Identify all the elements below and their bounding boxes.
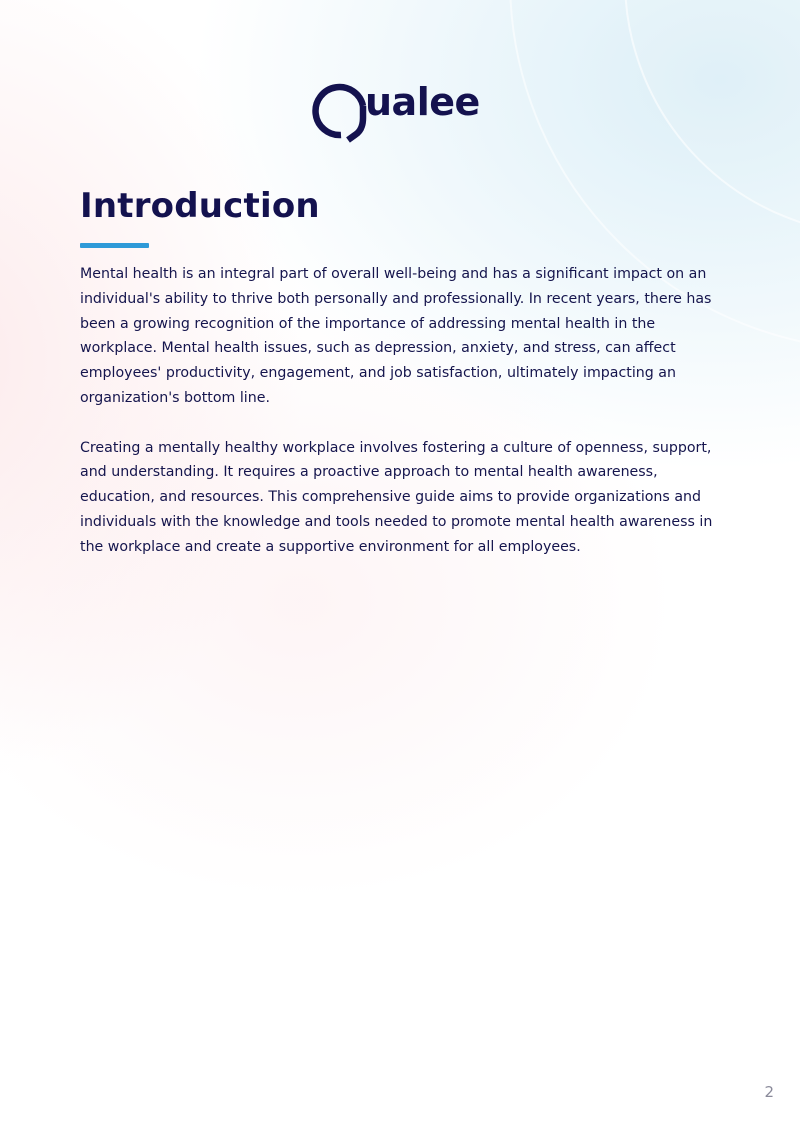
intro-paragraph-2: Creating a mentally healthy workplace involves fostering a culture of openness, support, and understanding. It requires a proactive approach to mental health awareness, education, and resources. This comprehensive guide aims to provide organizations and individuals with the knowledge and tools needed to promote mental health awareness in the workplace and create a supportive environment for all employees.	[80, 439, 713, 555]
page-number: 2	[764, 1083, 774, 1101]
title-underline	[80, 243, 149, 248]
qualee-logo	[312, 78, 490, 144]
logo-wordmark: ualee	[365, 80, 480, 124]
page-title: Introduction	[80, 186, 320, 226]
intro-paragraph-1: Mental health is an integral part of overall well-being and has a significant impact on an individual's ability to thrive both personally and professionally. In recent years, there has been a growing recognition of the importance of addressing mental health in the workplace. Mental health issues, such as depression, anxiety, and stress, can affect employees' productivity, engagement, and job satisfaction, ultimately impacting an organization's bottom line.	[80, 266, 712, 406]
body-text	[80, 262, 730, 584]
